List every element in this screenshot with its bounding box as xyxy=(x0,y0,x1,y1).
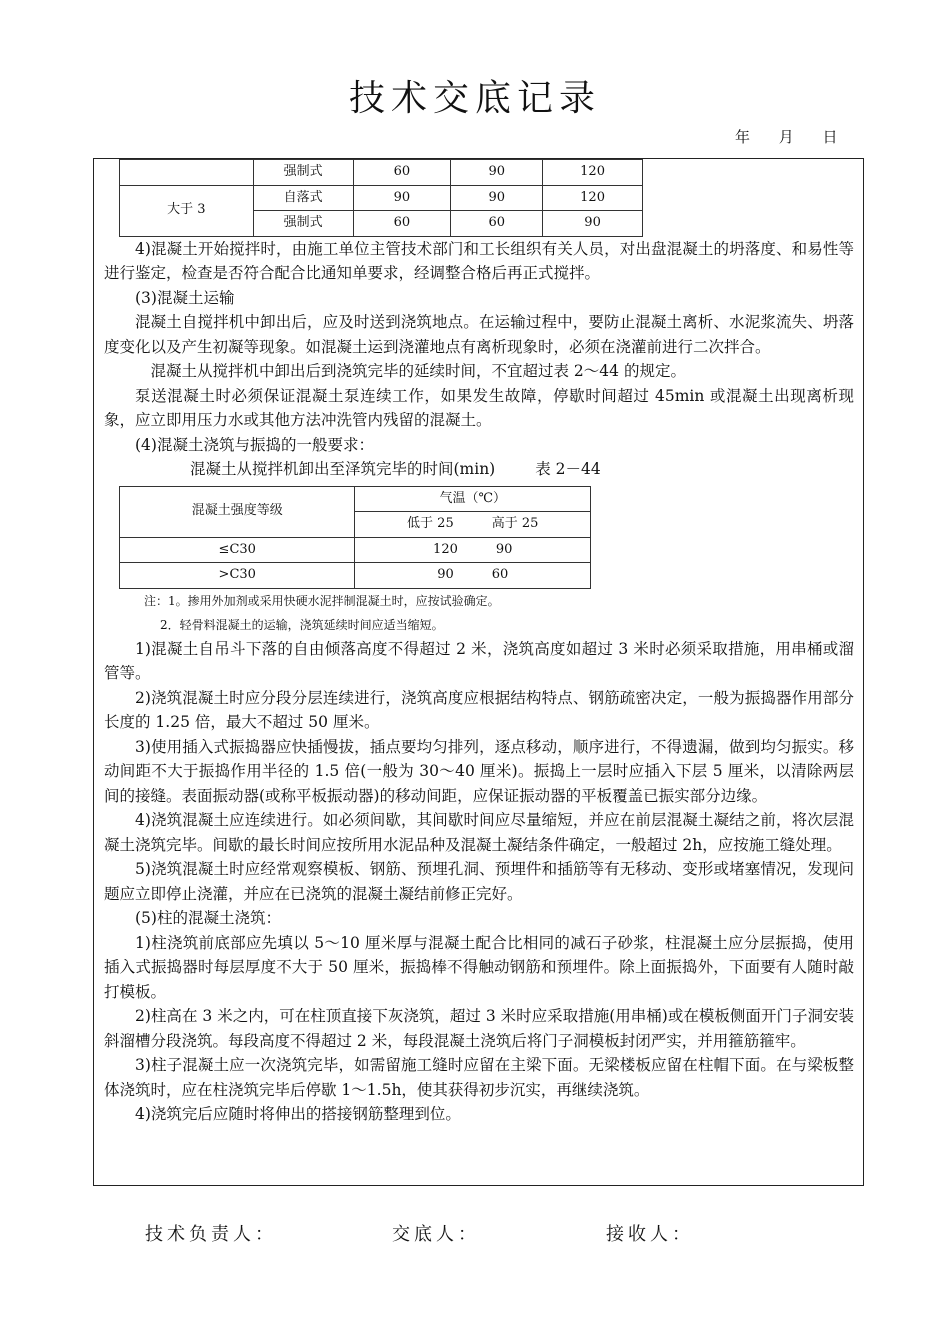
section-heading: (4)混凝土浇筑与振捣的一般要求： xyxy=(135,435,374,454)
table-row xyxy=(120,537,591,563)
table-cell: 120 90 xyxy=(355,537,591,563)
table-header: 气温（℃） xyxy=(355,486,591,512)
table-note: 2．轻骨料混凝土的运输，浇筑延续时间应适当缩短。 xyxy=(160,617,444,632)
caption-text: 混凝土从搅拌机卸出至泽筑完毕的时间(min) xyxy=(190,460,496,478)
table-cell: >C30 xyxy=(120,563,355,589)
mixing-time-table xyxy=(119,159,643,237)
date-label: 年 月 日 xyxy=(735,128,850,146)
table-cell: 90 xyxy=(353,185,451,211)
table-cell: 强制式 xyxy=(253,211,353,237)
table-row xyxy=(120,563,591,589)
paragraph: 1)柱浇筑前底部应先填以 5～10 厘米厚与混凝土配合比相同的减石子砂浆，柱混凝土应分层振捣，使用插入式振捣器时每层厚度不大于 50 厘米，振捣棒不得触动钢筋和预埋件。除上面振捣外，下面要有人随时敲打模板。 xyxy=(104,933,854,1001)
table-cell: 大于 3 xyxy=(120,185,254,236)
table-header: 低于 25 高于 25 xyxy=(355,512,591,538)
pour-time-table xyxy=(119,486,591,589)
table-cell: 60 xyxy=(353,160,451,186)
paragraph: 3)柱子混凝土应一次浇筑完毕，如需留施工缝时应留在主梁下面。无梁楼板应留在柱帽下面。在与梁板整体浇筑时，应在柱浇筑完毕后停歇 1～1.5h，使其获得初步沉实，再继续浇筑。 xyxy=(104,1056,854,1099)
paragraph: 混凝土从搅拌机中卸出后到浇筑完毕的延续时间，不宜超过表 2～44 的规定。 xyxy=(150,362,686,380)
tech-lead-signature-label: 技术负责人： xyxy=(145,1224,277,1245)
table-cell: 自落式 xyxy=(253,185,353,211)
paragraph: 3)使用插入式振捣器应快插慢拔，插点要均匀排列，逐点移动，顺序进行，不得遗漏，做到均匀振实。移动间距不大于振捣作用半径的 1.5 倍(一般为 30～40 厘米)。振捣上一层时应插入下层 5 厘米，以清除两层间的接缝。表面振动器(或称平板振动器)的移动间距，应保证振动器的平板覆盖已振实部分边缘。 xyxy=(104,737,854,805)
table-cell: 90 xyxy=(451,185,543,211)
paragraph: 5)浇筑混凝土时应经常观察模板、钢筋、预埋孔洞、预埋件和插筋等有无移动、变形或堵塞情况，发现问题应立即停止浇灌，并应在已浇筑的混凝土凝结前修正完好。 xyxy=(104,860,854,903)
paragraph: 混凝土自搅拌机中卸出后，应及时送到浇筑地点。在运输过程中，要防止混凝土离析、水泥浆流失、坍落度变化以及产生初凝等现象。如混凝土运到浇灌地点有离析现象时，必须在浇灌前进行二次拌合。 xyxy=(104,313,854,356)
paragraph: 2)柱高在 3 米之内，可在柱顶直接下灰浇筑，超过 3 米时应采取措施(用串桶)或在模板侧面开门子洞安装斜溜槽分段浇筑。每段高度不得超过 2 米，每段混凝土浇筑后将门子洞模板封闭严实，并用箍筋箍牢。 xyxy=(104,1007,854,1050)
document-title: 技术交底记录 xyxy=(348,78,601,119)
table-cell: 120 xyxy=(543,185,643,211)
table-note: 注：1。掺用外加剂或采用快硬水泥拌制混凝土时，应按试验确定。 xyxy=(144,593,500,608)
presenter-signature-label: 交底人： xyxy=(392,1224,480,1245)
content-frame xyxy=(93,158,864,1186)
content-body xyxy=(104,159,854,1127)
section-heading: (3)混凝土运输 xyxy=(135,288,235,307)
table-row xyxy=(120,160,643,186)
table-row xyxy=(120,185,643,211)
paragraph: 4)浇筑混凝土应连续进行。如必须间歇，其间歇时间应尽量缩短，并应在前层混凝土凝结之前，将次层混凝土浇筑完毕。间歇的最长时间应按所用水泥品种及混凝土凝结条件确定，一般超过 2h，应按施工缝处理。 xyxy=(104,811,854,854)
paragraph: 1)混凝土自吊斗下落的自由倾落高度不得超过 2 米，浇筑高度如超过 3 米时必须采取措施，用串桶或溜管等。 xyxy=(104,639,854,682)
paragraph: 泵送混凝土时必须保证混凝土泵连续工作，如果发生故障，停歇时间超过 45min 或混凝土出现离析现象，应立即用压力水或其他方法冲洗管内残留的混凝土。 xyxy=(104,386,854,429)
table-cell: 120 xyxy=(543,160,643,186)
table-cell: 90 xyxy=(543,211,643,237)
table-cell xyxy=(120,160,254,186)
caption-table-number: 表 2－44 xyxy=(535,460,601,478)
table-cell: 60 xyxy=(353,211,451,237)
table-caption xyxy=(104,457,854,482)
table-cell: ≤C30 xyxy=(120,537,355,563)
section-heading: (5)柱的混凝土浇筑： xyxy=(135,909,281,927)
table-header: 混凝土强度等级 xyxy=(120,486,355,537)
table-cell: 90 60 xyxy=(355,563,591,589)
table-cell: 60 xyxy=(451,211,543,237)
paragraph: 4)浇筑完后应随时将伸出的搭接钢筋整理到位。 xyxy=(135,1105,461,1123)
table-row xyxy=(120,486,591,512)
table-cell: 90 xyxy=(451,160,543,186)
table-cell: 强制式 xyxy=(253,160,353,186)
receiver-signature-label: 接收人： xyxy=(606,1224,694,1245)
paragraph: 4)混凝土开始搅拌时，由施工单位主管技术部门和工长组织有关人员，对出盘混凝土的坍落度、和易性等进行鉴定，检查是否符合配合比通知单要求，经调整合格后再正式搅拌。 xyxy=(104,239,854,282)
paragraph: 2)浇筑混凝土时应分段分层连续进行，浇筑高度应根据结构特点、钢筋疏密决定，一般为振捣器作用部分长度的 1.25 倍，最大不超过 50 厘米。 xyxy=(104,688,854,731)
